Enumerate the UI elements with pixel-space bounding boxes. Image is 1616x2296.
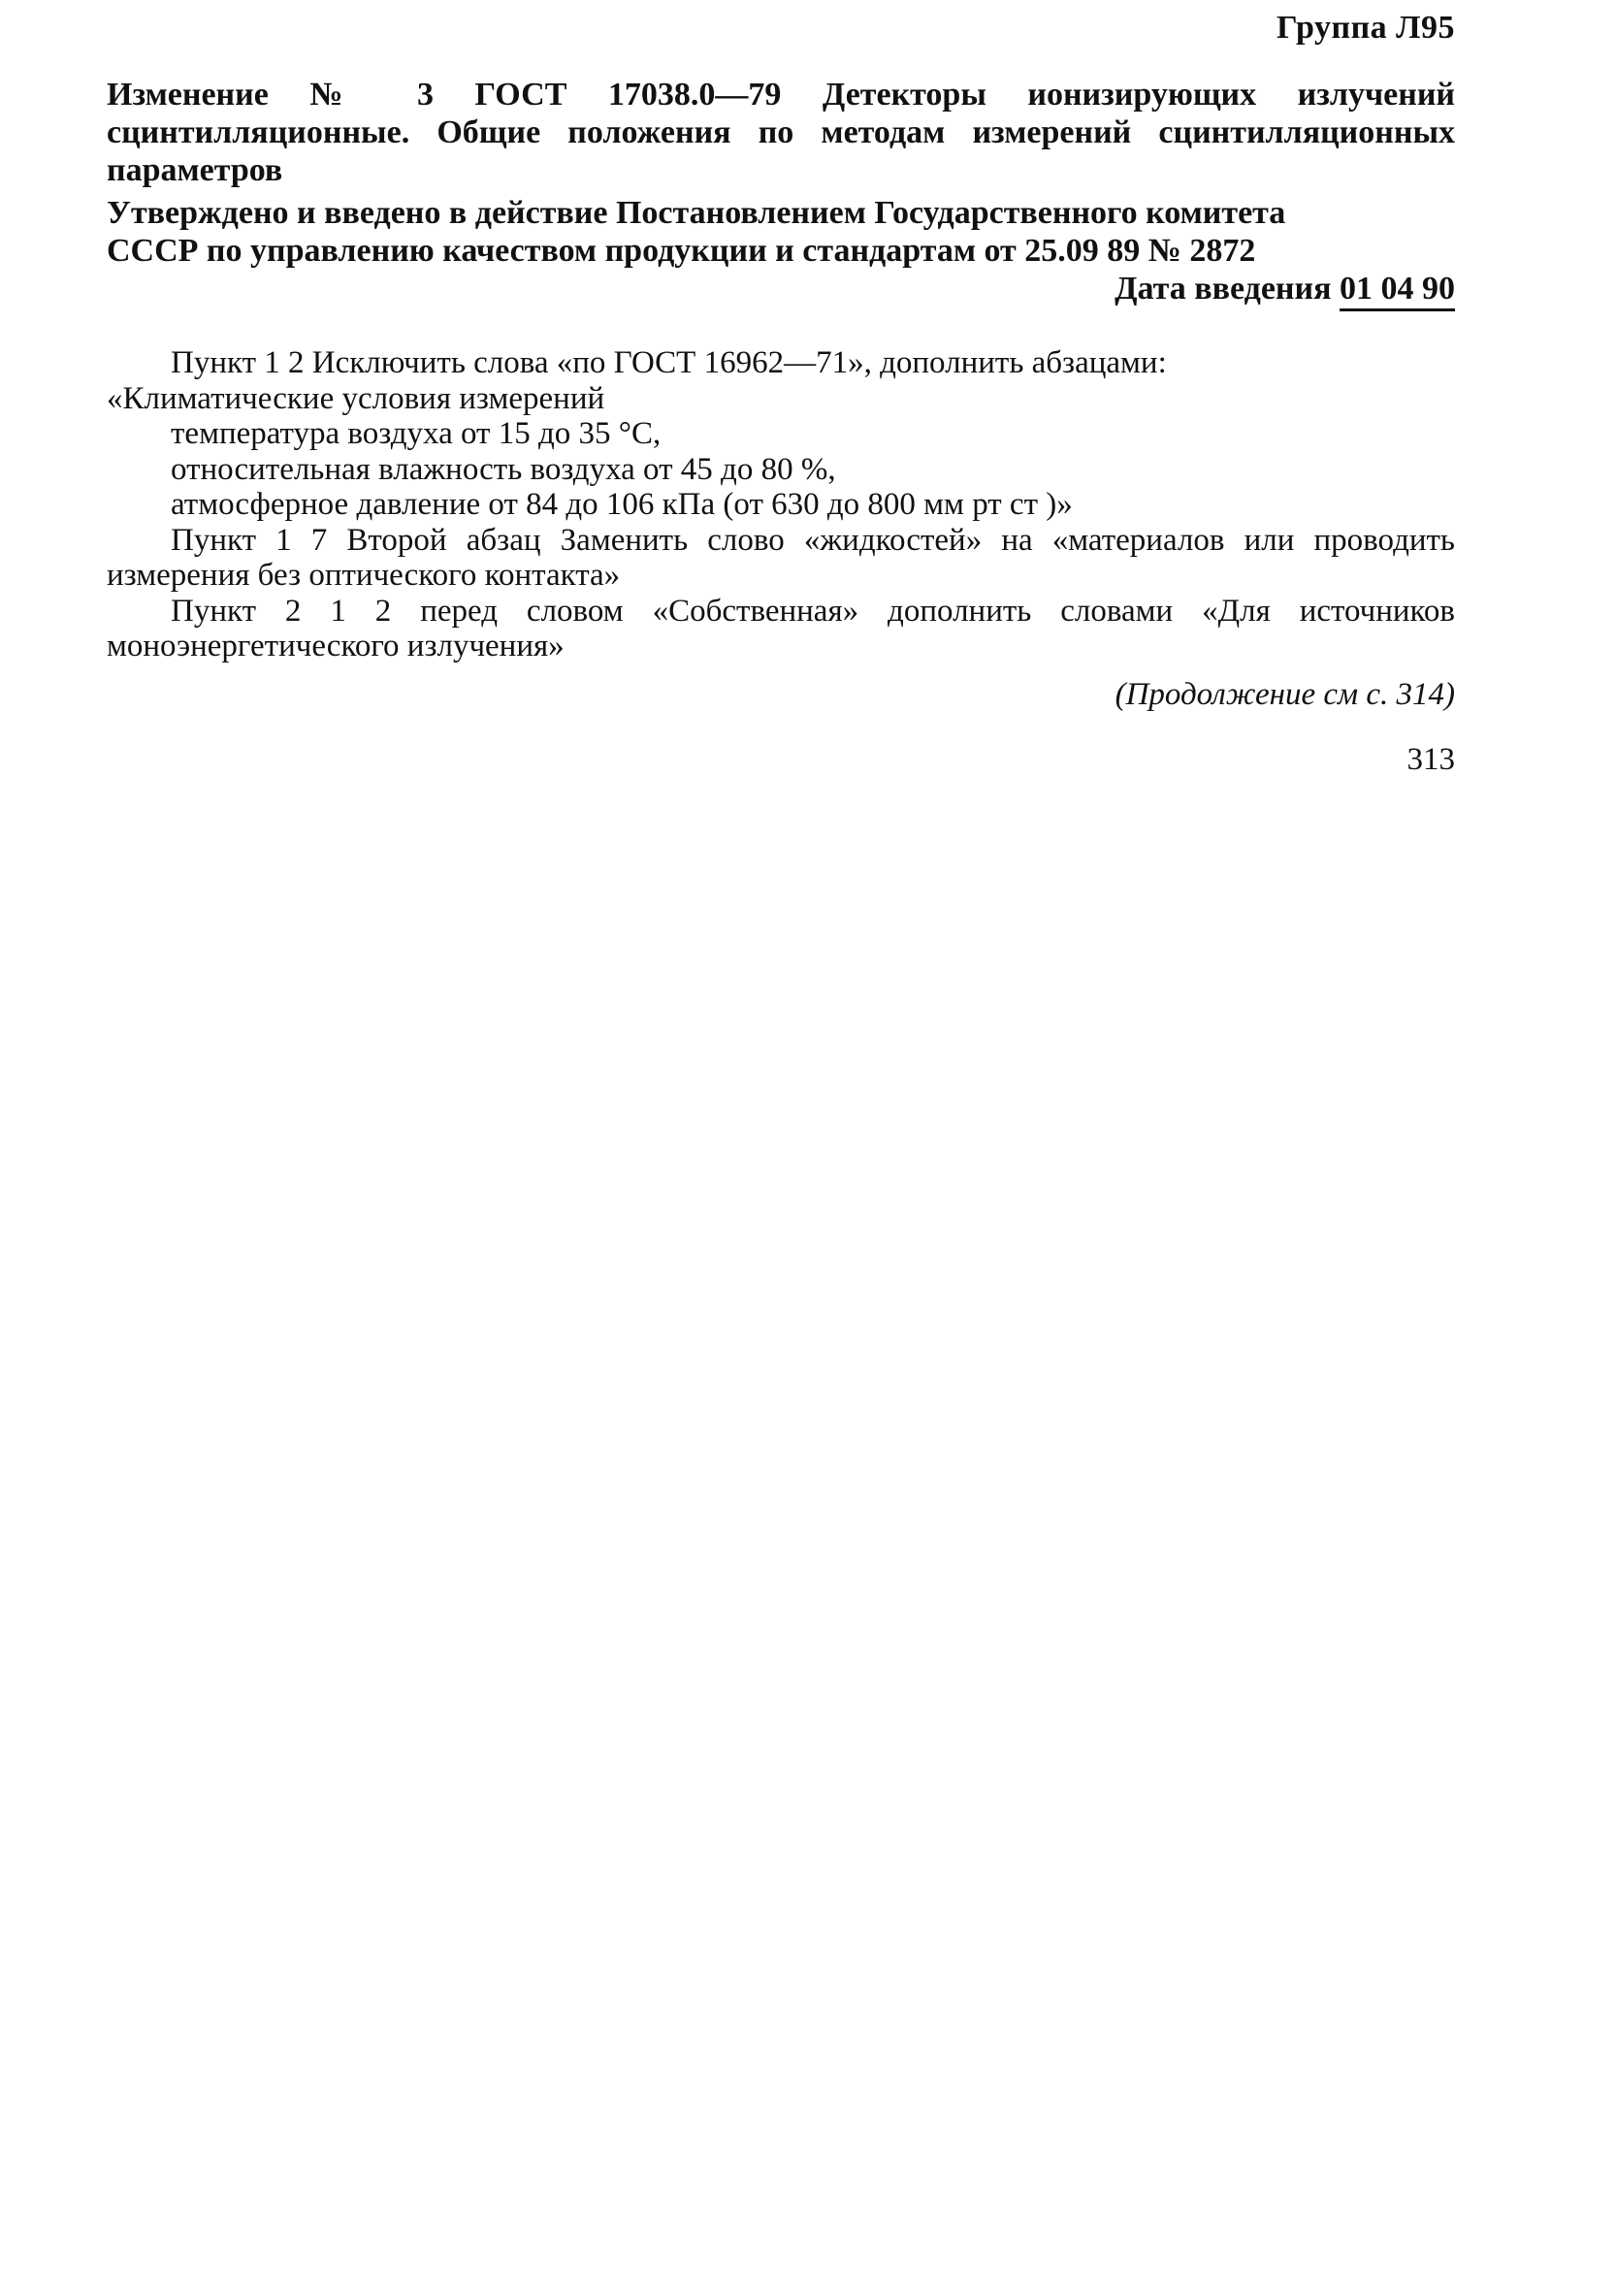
amendment-title: Изменение № 3 ГОСТ 17038.0—79 Детекторы ионизирующих излучений сцинтилляционные. Общие положения по методам измерений сцинтилляционных параметров xyxy=(107,77,1455,188)
approval-line-2: СССР по управлению качеством продукции и стандартам от 25.09 89 № 2872 xyxy=(107,233,1256,269)
continuation-note: (Продолжение см с. 314) xyxy=(1115,677,1455,712)
clause-1-2-pressure: атмосферное давление от 84 до 106 кПа (от 630 до 800 мм рт ст )» xyxy=(171,487,1073,522)
clause-2-1-2: Пункт 2 1 2 перед словом «Собственная» дополнить словами «Для источников моноэнергетического излучения» xyxy=(107,593,1455,663)
page-number: 313 xyxy=(1406,742,1455,777)
introduction-date-value: 01 04 90 xyxy=(1340,271,1455,311)
approval-line-1: Утверждено и введено в действие Постановлением Государственного комитета xyxy=(107,195,1286,231)
document-page xyxy=(107,0,1455,2296)
clause-1-2-quote-start: «Климатические условия измерений xyxy=(107,380,605,416)
clause-1-2-humidity: относительная влажность воздуха от 45 до 80 %, xyxy=(171,451,836,487)
clause-1-2-intro: Пункт 1 2 Исключить слова «по ГОСТ 16962—71», дополнить абзацами: xyxy=(171,345,1167,380)
introduction-date-label: Дата введения xyxy=(1115,271,1332,307)
introduction-date xyxy=(1115,270,1455,307)
approval-block xyxy=(107,194,1455,270)
group-label: Группа Л95 xyxy=(1277,10,1455,46)
amendment-body xyxy=(107,345,1455,664)
clause-1-2-temperature: температура воздуха от 15 до 35 °С, xyxy=(171,416,662,451)
clause-1-7: Пункт 1 7 Второй абзац Заменить слово «жидкостей» на «материалов или проводить измерения без оптического контакта» xyxy=(107,522,1455,593)
